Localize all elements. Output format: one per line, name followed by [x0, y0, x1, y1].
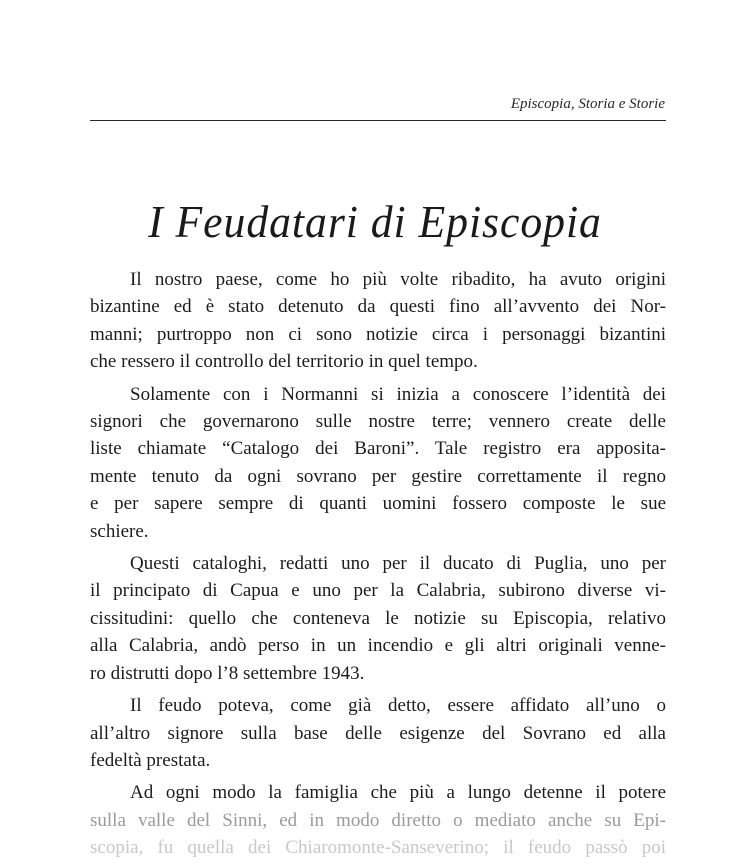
text-line: e per sapere sempre di quanti uomini fossero composte le sue: [90, 493, 666, 515]
paragraph-3: [90, 550, 666, 687]
paragraph-2: [90, 381, 666, 545]
text-line: manni; purtroppo non ci sono notizie circa i personaggi bizantini: [90, 323, 666, 345]
running-header: Episcopia, Storia e Storie: [510, 96, 665, 112]
body-text: [90, 266, 666, 867]
text-line: bizantine ed è stato detenuto da questi fino all’avvento dei Nor-: [90, 296, 666, 318]
chapter-title: I Feudatari di Episcopia: [148, 195, 602, 247]
text-line: Ad ogni modo la famiglia che più a lungo detenne il potere: [130, 782, 666, 804]
text-line: Solamente con i Normanni si inizia a conoscere l’identità dei: [130, 383, 666, 405]
paragraph-4: [90, 692, 666, 774]
text-line: fedeltà prestata.: [90, 749, 211, 771]
text-line: che ressero il controllo del territorio in quel tempo.: [90, 351, 478, 373]
paragraph-5: [90, 779, 666, 861]
text-line: scopia, fu quella dei Chiaromonte-Sanseverino; il feudo passò poi: [90, 837, 666, 859]
text-line: ro distrutti dopo l’8 settembre 1943.: [90, 662, 365, 684]
text-line: Il nostro paese, come ho più volte ribadito, ha avuto origini: [130, 269, 666, 290]
header-rule: [90, 120, 666, 121]
text-line: mente tenuto da ogni sovrano per gestire correttamente il regno: [90, 465, 666, 487]
text-line: Questi cataloghi, redatti uno per il ducato di Puglia, uno per: [130, 553, 666, 575]
text-line: Il feudo poteva, come già detto, essere affidato all’uno o: [130, 695, 666, 717]
text-line: signori che governarono sulle nostre terre; vennero create delle: [90, 411, 666, 433]
text-line: il principato di Capua e uno per la Calabria, subirono diverse vi-: [90, 580, 666, 602]
paragraph-1: [90, 266, 666, 376]
text-line: sulla valle del Sinni, ed in modo diretto o mediato anche su Epi-: [90, 809, 666, 831]
text-line: cissitudini: quello che conteneva le notizie su Episcopia, relativo: [90, 607, 666, 629]
text-line: liste chiamate “Catalogo dei Baroni”. Tale registro era apposita-: [90, 438, 666, 460]
text-line: all’altro signore sulla base delle esigenze del Sovrano ed alla: [90, 722, 666, 744]
text-line: schiere.: [90, 520, 149, 542]
text-line: alla Calabria, andò perso in un incendio e gli altri originali venne-: [90, 635, 666, 657]
